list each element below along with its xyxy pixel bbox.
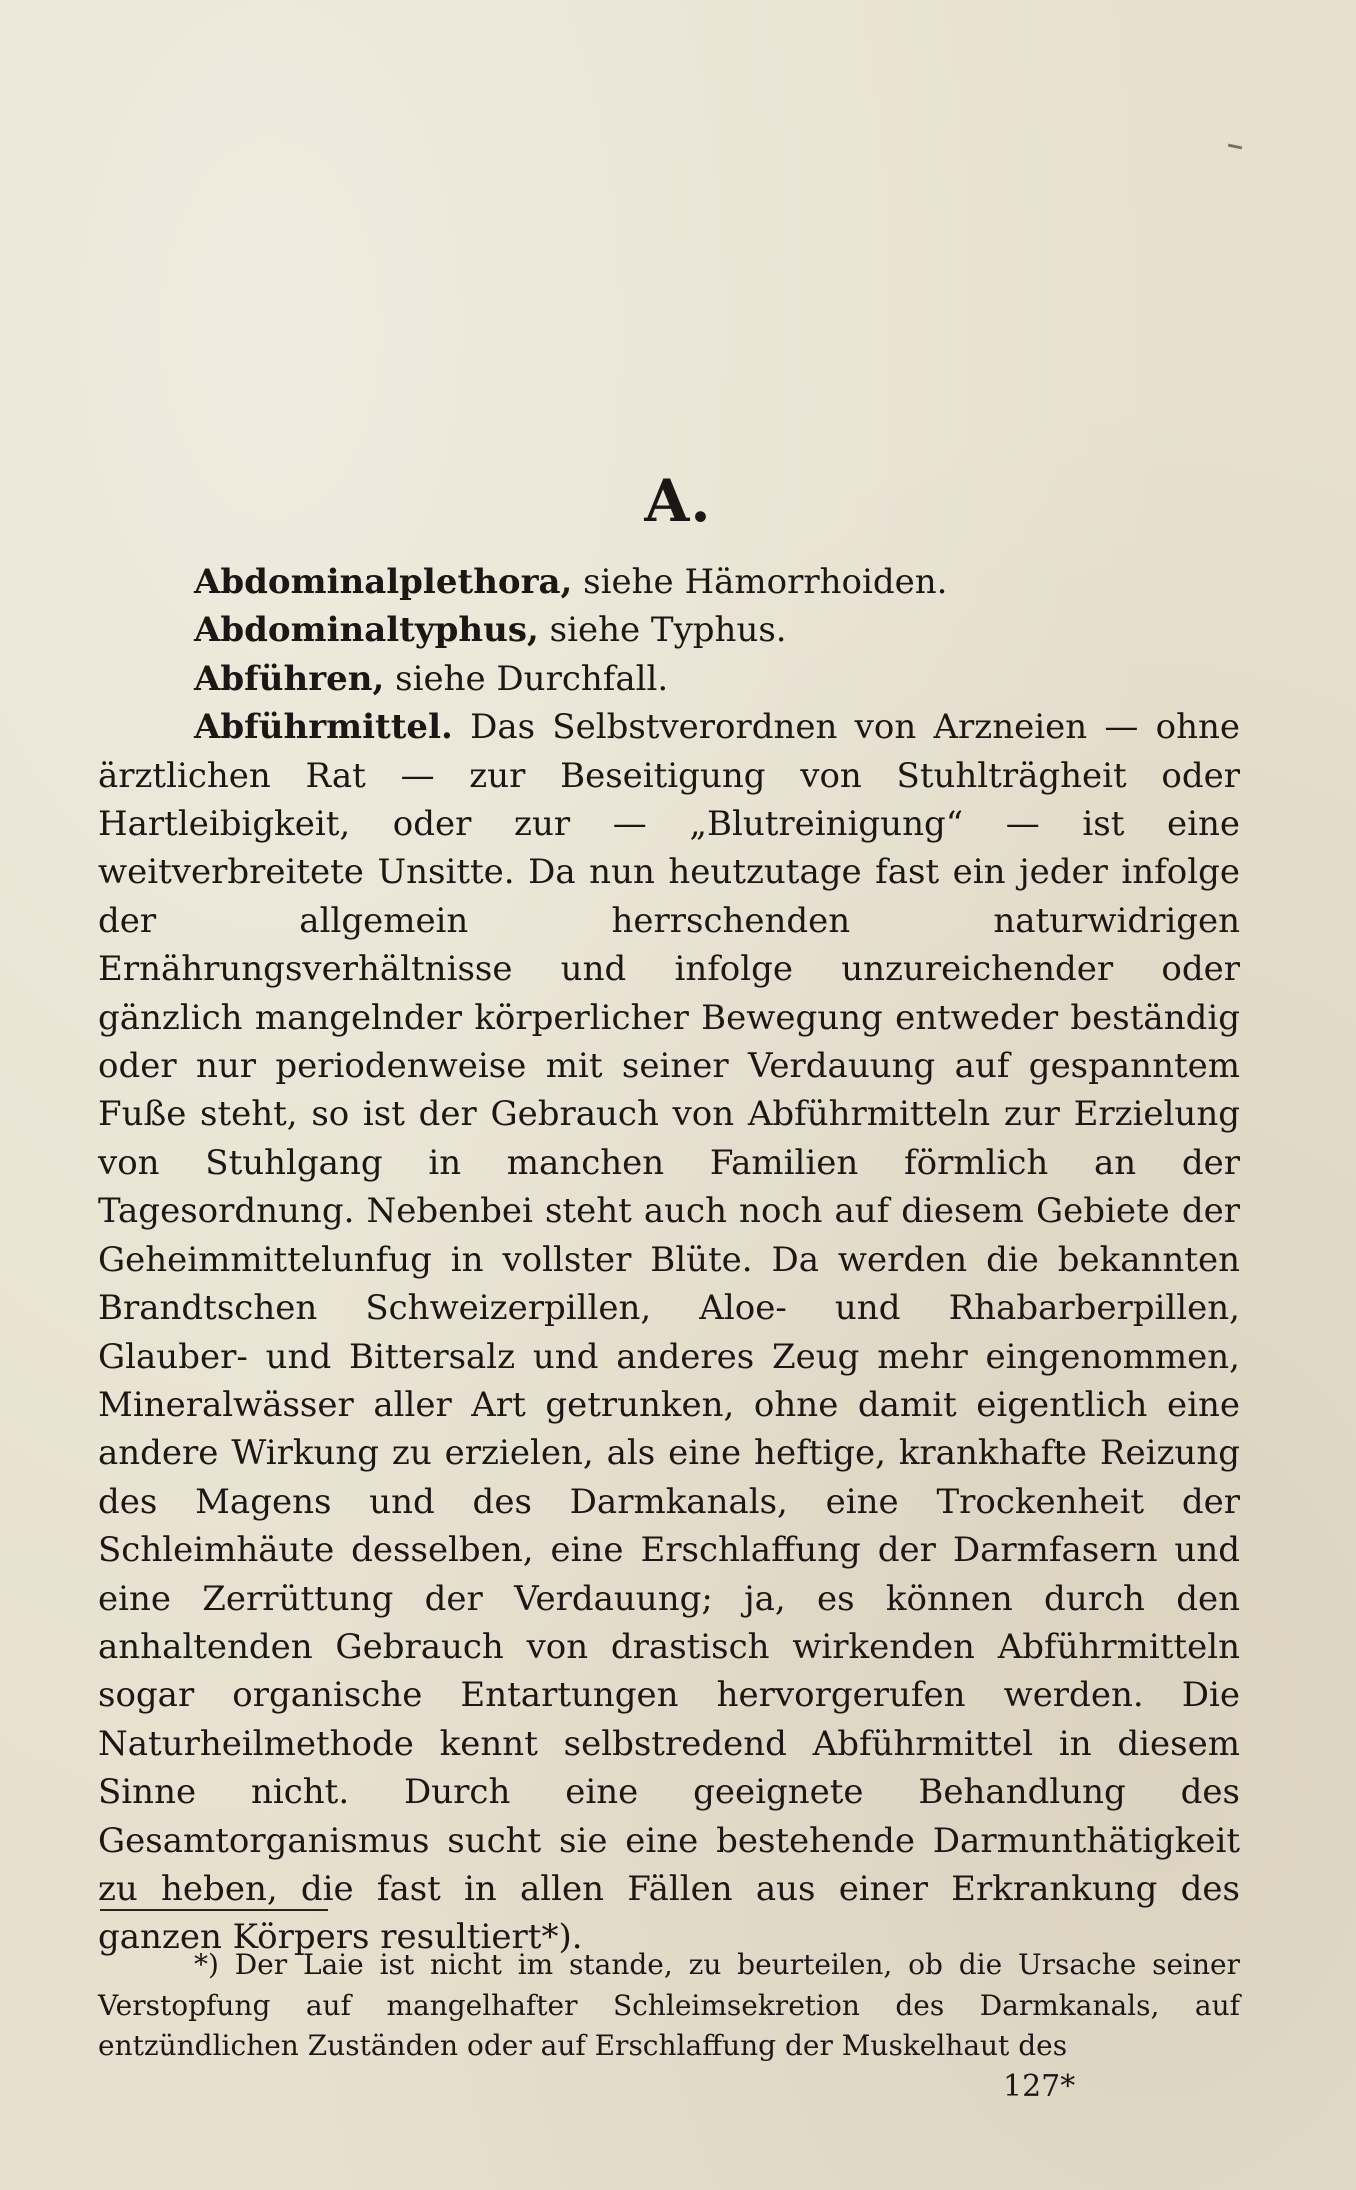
entry-abfuehren [98,655,1240,703]
entry-abdominaltyphus [98,606,1240,654]
page-number: 127* [1003,2069,1076,2104]
entry-term: Abdominaltyphus, [194,610,539,651]
footnote-text: *) Der Laie ist nicht im stande, zu beurteilen, ob die Ursache seiner Verstopfung auf mangelhafter Schleimsekretion des Darmkanals, auf entzündlichen Zuständen oder auf Erschlaffung der Muskelhaut des [98,1948,1240,2062]
entry-term: Abdominalplethora, [194,562,573,602]
entry-abdominalplethora [98,558,1240,606]
entry-text: siehe Hämorrhoiden. [572,562,948,602]
entry-abfuehrmittel [98,703,1240,1962]
print-speck [1228,144,1242,150]
footnote [98,1945,1240,2067]
entry-text: siehe Durchfall. [384,658,669,699]
footnote-divider [100,1909,328,1911]
entries-body [98,558,1240,1962]
entry-text: Das Selbstverordnen von Arzneien — ohne ärztlichen Rat — zur Beseitigung von Stuhlträgheit oder Hartleibigkeit, oder zur — „Blutreinigung“ — ist eine weitverbreitete Unsitte. Da nun heutzutage fast ein jeder infolge der allgemein herrschenden naturwidrigen Ernährungsverhältnisse und infolge unzureichender oder gänzlich mangelnder körperlicher Bewegung entweder beständig oder nur periodenweise mit seiner Verdauung auf gespanntem Fuße steht, so ist der Gebrauch von Abführmitteln zur Erzielung von Stuhlgang in manchen Familien förmlich an der Tagesordnung. Nebenbei steht auch noch auf diesem Gebiete der Geheimmittelunfug in vollster Blüte. Da werden die bekannten Brandtschen Schweizerpillen, Aloe- und Rhabarberpillen, Glauber- und Bittersalz und anderes Zeug mehr eingenommen, Mineralwässer aller Art getrunken, ohne damit eigentlich eine andere Wirkung zu erzielen, als eine heftige, krankhafte Reizung des Magens und des Darmkanals, eine Trockenheit der Schleimhäute desselben, eine Erschlaffung der Darmfasern und eine Zerrüttung der Verdauung; ja, es können durch den anhaltenden Gebrauch von drastisch wirkenden Abführmitteln sogar organische Entartungen hervorgerufen werden. Die Naturheilmethode kennt selbstredend Abführmittel in diesem Sinne nicht. Durch eine geeignete Behandlung des Gesamtorganismus sucht sie eine bestehende Darmunthätigkeit zu heben, die fast in allen Fällen aus einer Erkrankung des ganzen Körpers resultiert*). [98,707,1240,1958]
entry-term: Abführen, [194,658,385,699]
section-heading: A. [644,467,712,535]
entry-term: Abführmittel. [194,707,453,748]
entry-text: siehe Typhus. [538,610,787,651]
